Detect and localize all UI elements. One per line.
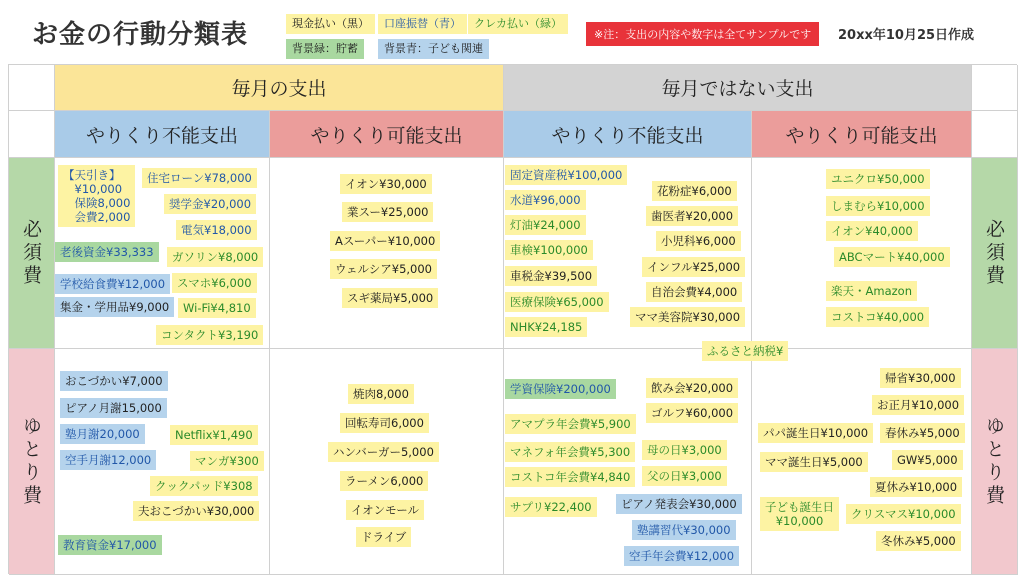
expense-item: 歯医者¥20,000 — [646, 206, 738, 226]
header-monthly-fixed: やりくり不能支出 — [55, 111, 270, 158]
expense-item: 楽天・Amazon — [826, 281, 917, 301]
expense-item: 小児科¥6,000 — [656, 231, 741, 251]
expense-item: サプリ¥22,400 — [505, 497, 597, 517]
row-label-essential-right: 必須費 — [972, 158, 1018, 349]
legend-card: クレカ払い（緑） — [468, 14, 568, 34]
page-title: お金の行動分類表 — [32, 20, 249, 50]
expense-item: イオン¥40,000 — [826, 221, 918, 241]
expense-item: Wi-Fi¥4,810 — [178, 298, 256, 318]
expense-item: インフル¥25,000 — [642, 257, 745, 277]
expense-item: 塾月謝20,000 — [60, 424, 145, 444]
expense-item: パパ誕生日¥10,000 — [758, 423, 873, 443]
expense-item: ドライブ — [356, 527, 411, 547]
corner-cell — [972, 111, 1018, 158]
expense-item: 夫おこづかい¥30,000 — [133, 501, 259, 521]
expense-item: マンガ¥300 — [190, 451, 264, 471]
header-monthly-variable: やりくり可能支出 — [270, 111, 504, 158]
expense-item: 水道¥96,000 — [505, 190, 586, 210]
expense-item: ガソリン¥8,000 — [167, 247, 263, 267]
expense-item: ウェルシア¥5,000 — [330, 259, 437, 279]
sample-notice: ※注：支出の内容や数字は全てサンプルです — [586, 22, 819, 46]
expense-item: 医療保険¥65,000 — [505, 292, 609, 312]
expense-item: ピアノ発表会¥30,000 — [616, 494, 742, 514]
row-label-leisure-right: ゆとり費 — [972, 349, 1018, 575]
legend-transfer: 口座振替（青） — [378, 14, 467, 34]
expense-item: 電気¥18,000 — [176, 220, 257, 240]
header-non-monthly-variable: やりくり可能支出 — [752, 111, 972, 158]
row-label-essential: 必須費 — [9, 158, 55, 349]
expense-item: 車税金¥39,500 — [505, 266, 597, 286]
expense-item: ママ美容院¥30,000 — [630, 307, 745, 327]
expense-item: ピアノ月謝15,000 — [60, 398, 167, 418]
expense-item: 固定資産税¥100,000 — [505, 165, 627, 185]
expense-item: Netflix¥1,490 — [170, 425, 258, 445]
expense-item: 春休み¥5,000 — [880, 423, 965, 443]
expense-item: お正月¥10,000 — [872, 395, 964, 415]
header-non-monthly-fixed: やりくり不能支出 — [504, 111, 752, 158]
expense-item: 塾講習代¥30,000 — [632, 520, 736, 540]
expense-item: 自治会費¥4,000 — [646, 282, 742, 302]
row-label-leisure: ゆとり費 — [9, 349, 55, 575]
expense-item: おこづかい¥7,000 — [60, 371, 168, 391]
expense-item: 業スー¥25,000 — [342, 202, 433, 222]
expense-item: スギ薬局¥5,000 — [342, 288, 438, 308]
expense-item: 灯油¥24,000 — [505, 215, 586, 235]
expense-item: 【天引き】 ¥10,000 保険8,000 会費2,000 — [58, 165, 135, 227]
expense-item: スマホ¥6,000 — [172, 273, 257, 293]
expense-item: コストコ年会費¥4,840 — [505, 467, 635, 487]
expense-item: ABCマート¥40,000 — [834, 247, 950, 267]
expense-item: 飲み会¥20,000 — [646, 378, 738, 398]
expense-item: 母の日¥3,000 — [642, 440, 727, 460]
expense-item: 回転寿司6,000 — [340, 413, 429, 433]
expense-item: 夏休み¥10,000 — [870, 477, 962, 497]
expense-item: GW¥5,000 — [892, 450, 963, 470]
expense-item: 集金・学用品¥9,000 — [55, 297, 174, 317]
expense-item: 住宅ローン¥78,000 — [142, 168, 257, 188]
expense-item: コンタクト¥3,190 — [156, 325, 263, 345]
expense-item: 空手月謝12,000 — [60, 450, 156, 470]
expense-item: ママ誕生日¥5,000 — [760, 452, 868, 472]
expense-item: コストコ¥40,000 — [826, 307, 929, 327]
expense-item: ユニクロ¥50,000 — [826, 169, 930, 189]
expense-item: ハンバーガー5,000 — [328, 442, 439, 462]
expense-item: アマプラ年会費¥5,900 — [505, 414, 636, 434]
expense-item: クックパッド¥308 — [150, 476, 258, 496]
corner-cell — [9, 111, 55, 158]
expense-item: 父の日¥3,000 — [642, 466, 727, 486]
expense-item: ラーメン6,000 — [340, 471, 428, 491]
expense-item: 冬休み¥5,000 — [876, 531, 961, 551]
expense-item: 教育資金¥17,000 — [58, 535, 162, 555]
expense-item: 学校給食費¥12,000 — [55, 274, 170, 294]
expense-item: Aスーパー¥10,000 — [330, 231, 440, 251]
expense-item: イオンモール — [346, 500, 424, 520]
expense-item: しまむら¥10,000 — [826, 196, 930, 216]
legend-bg-green: 背景緑：貯蓄 — [286, 39, 364, 59]
expense-item: 学資保険¥200,000 — [505, 379, 616, 399]
expense-item: クリスマス¥10,000 — [846, 504, 961, 524]
expense-item-furusato: ふるさと納税¥ — [702, 341, 788, 361]
expense-item: NHK¥24,185 — [505, 317, 587, 337]
expense-item: 奨学金¥20,000 — [164, 194, 256, 214]
corner-cell — [972, 65, 1018, 111]
legend-bg-blue: 背景青：子ども関連 — [378, 39, 489, 59]
expense-item: 帰省¥30,000 — [880, 368, 961, 388]
expense-item: イオン¥30,000 — [340, 174, 432, 194]
expense-item: 焼肉8,000 — [348, 384, 414, 404]
created-date: 20xx年10月25日作成 — [838, 28, 975, 43]
expense-item: ゴルフ¥60,000 — [646, 403, 738, 423]
expense-item: 花粉症¥6,000 — [652, 181, 737, 201]
corner-cell — [9, 65, 55, 111]
header-monthly: 毎月の支出 — [55, 65, 504, 111]
expense-item: 車検¥100,000 — [505, 240, 593, 260]
expense-item: 老後資金¥33,333 — [55, 242, 159, 262]
expense-item: マネフォ年会費¥5,300 — [505, 442, 635, 462]
expense-item: 子ども誕生日 ¥10,000 — [760, 497, 839, 531]
legend-cash: 現金払い（黒） — [286, 14, 375, 34]
expense-item: 空手年会費¥12,000 — [624, 546, 739, 566]
header-non-monthly: 毎月ではない支出 — [504, 65, 972, 111]
